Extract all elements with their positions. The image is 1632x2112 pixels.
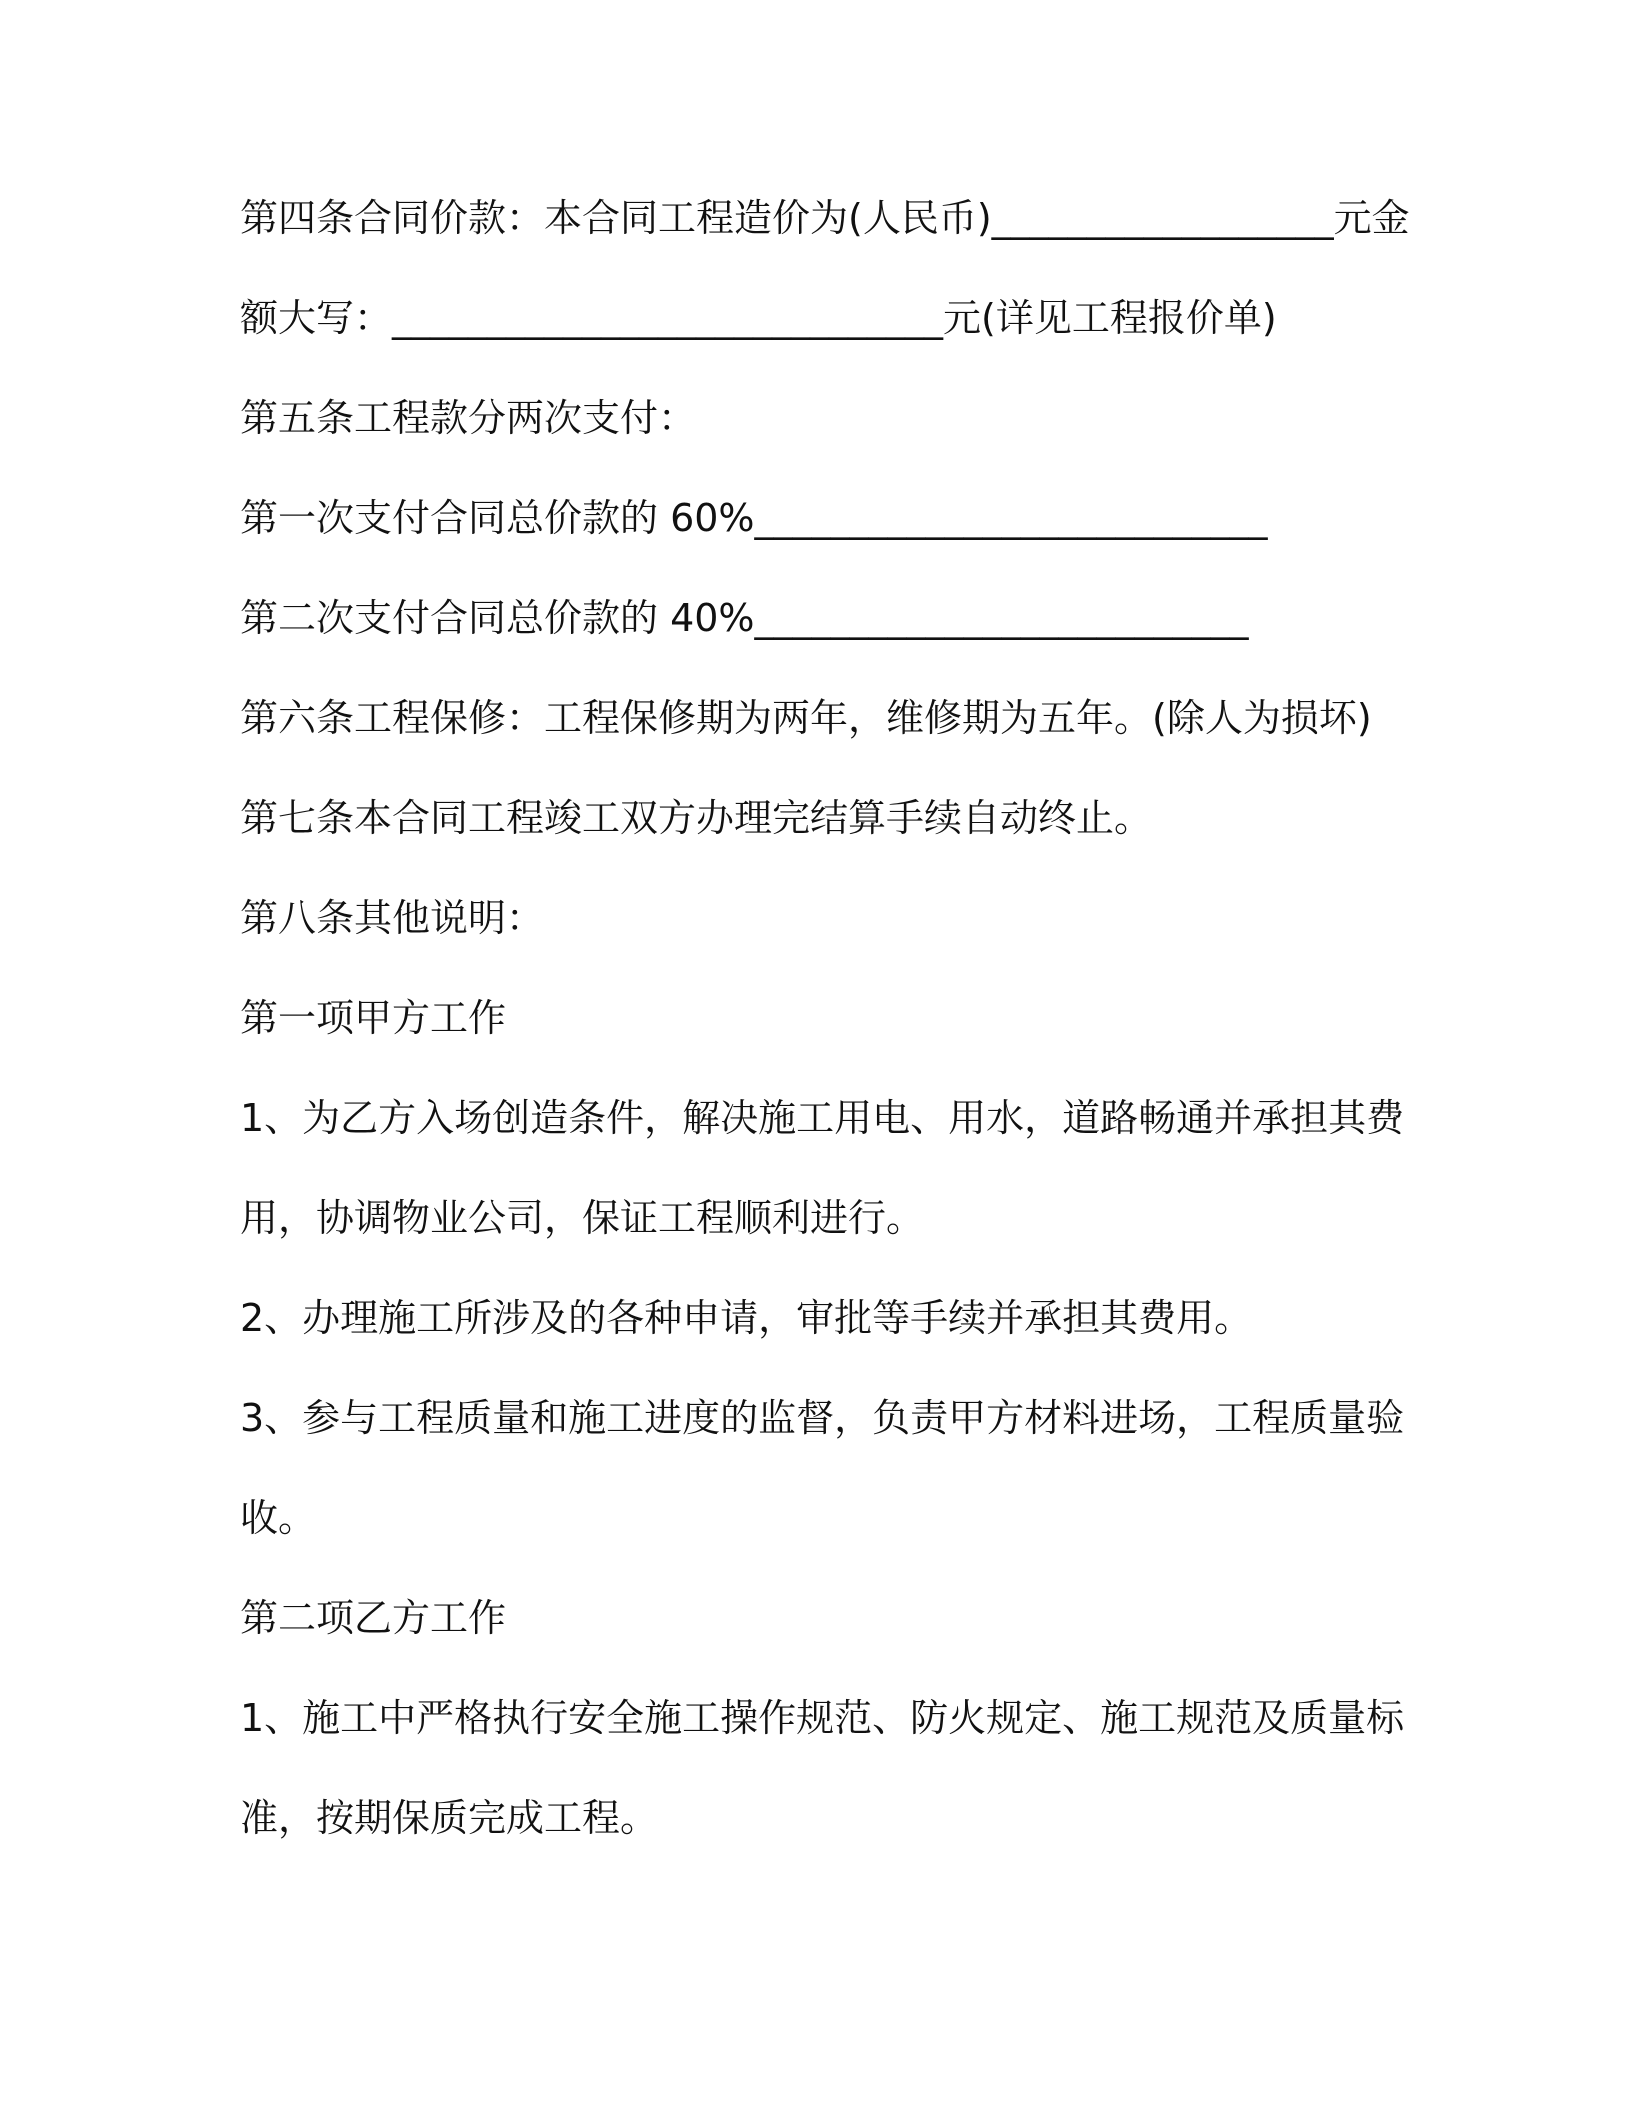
clause-4-contract-price: 第四条合同价款：本合同工程造价为(人民币)__________________元金 xyxy=(240,196,1410,240)
party-b-item-1-cont: 准，按期保质完成工程。 xyxy=(240,1796,659,1840)
clause-5-payment-heading: 第五条工程款分两次支付： xyxy=(240,396,697,440)
party-b-item-1: 1、施工中严格执行安全施工操作规范、防火规定、施工规范及质量标 xyxy=(240,1696,1405,1740)
party-a-work-heading: 第一项甲方工作 xyxy=(240,996,507,1040)
party-a-item-3: 3、参与工程质量和施工进度的监督，负责甲方材料进场，工程质量验 xyxy=(240,1396,1405,1440)
second-payment-line: 第二次支付合同总价款的 40%__________________________ xyxy=(240,596,1249,640)
party-a-item-1: 1、为乙方入场创造条件，解决施工用电、用水，道路畅通并承担其费 xyxy=(240,1096,1405,1140)
first-payment-line: 第一次支付合同总价款的 60%___________________________ xyxy=(240,496,1268,540)
clause-4-amount-in-words: 额大写：_____________________________元(详见工程报价单) xyxy=(240,296,1277,340)
party-a-item-2: 2、办理施工所涉及的各种申请，审批等手续并承担其费用。 xyxy=(240,1296,1253,1340)
party-a-item-3-cont: 收。 xyxy=(240,1496,317,1540)
party-b-work-heading: 第二项乙方工作 xyxy=(240,1596,507,1640)
clause-8-heading: 第八条其他说明： xyxy=(240,896,545,940)
clause-7-termination: 第七条本合同工程竣工双方办理完结算手续自动终止。 xyxy=(240,796,1153,840)
clause-6-warranty: 第六条工程保修：工程保修期为两年，维修期为五年。(除人为损坏) xyxy=(240,696,1372,740)
party-a-item-1-cont: 用，协调物业公司，保证工程顺利进行。 xyxy=(240,1196,925,1240)
